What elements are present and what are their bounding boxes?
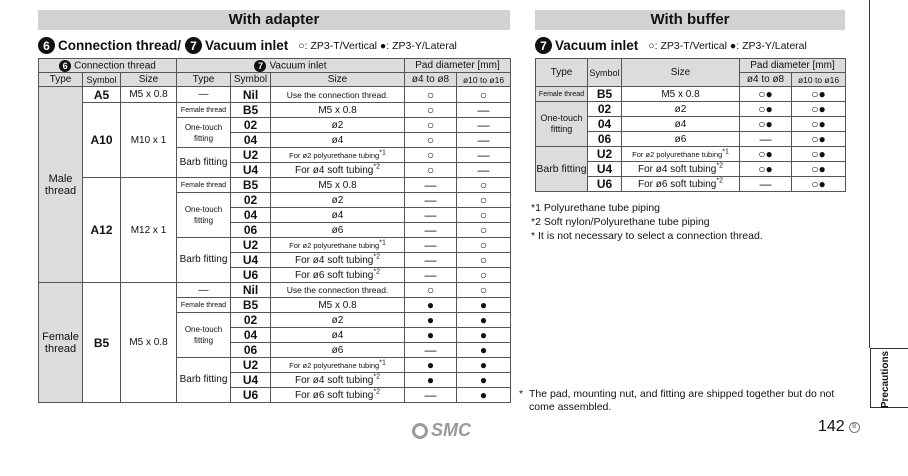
size-cell: For ø2 polyurethane tubing$^{*1}$: [271, 358, 405, 373]
footnote-text: The pad, mounting nut, and fitting are shipped together but do not come assembled.: [529, 388, 835, 413]
diameter-10-16-header: ø10 to ø16: [457, 73, 511, 87]
size-cell: ø2: [271, 118, 405, 133]
footnote-mark: *: [519, 388, 524, 400]
mark-cell: ○●: [740, 162, 792, 177]
legend-text: ○: ZP3-T/Vertical ●: ZP3-Y/Lateral: [648, 39, 807, 52]
mark-cell: —: [457, 163, 511, 178]
number-7-badge: 7: [254, 60, 266, 72]
mark-cell: ●: [457, 358, 511, 373]
type-barb-fitting: Barb fitting: [536, 147, 588, 192]
size-cell: For ø4 soft tubing$^{*2}$: [271, 373, 405, 388]
size-cell: For ø6 soft tubing$^{*2}$: [271, 388, 405, 403]
shipping-footnote: [519, 388, 851, 414]
mark-cell: —: [740, 132, 792, 147]
size-cell: ø2: [622, 102, 740, 117]
size-cell: ø4: [271, 328, 405, 343]
number-6-badge: 6: [38, 37, 55, 54]
size-cell: ø6: [622, 132, 740, 147]
type-barb-fitting: Barb fitting: [177, 358, 231, 403]
mark-cell: —: [405, 253, 457, 268]
note-3: * It is not necessary to select a connection thread.: [531, 230, 763, 242]
type-header: Type: [177, 73, 231, 87]
symbol-cell: U2: [231, 238, 271, 253]
mark-cell: —: [405, 343, 457, 358]
size-b5: M5 x 0.8: [121, 283, 177, 403]
smc-logo-icon: [412, 423, 428, 439]
adapter-table: [38, 58, 511, 403]
mark-cell: ○●: [792, 162, 846, 177]
type-barb-fitting: Barb fitting: [177, 238, 231, 283]
mark-cell: —: [457, 148, 511, 163]
mark-cell: —: [405, 193, 457, 208]
heading-connection-thread: Connection thread/: [58, 38, 182, 53]
mark-cell: ○: [457, 193, 511, 208]
pad-diameter-header: Pad diameter [mm]: [740, 59, 846, 73]
size-cell: Use the connection thread.: [271, 283, 405, 298]
mark-cell: ○: [457, 178, 511, 193]
type-dash: —: [177, 87, 231, 103]
symbol-header: Symbol: [231, 73, 271, 87]
size-cell: M5 x 0.8: [271, 178, 405, 193]
symbol-cell: B5: [588, 87, 622, 102]
number-7-badge: 7: [185, 37, 202, 54]
vacuum-inlet-label: Vacuum inlet: [269, 60, 327, 72]
size-a10: M10 x 1: [121, 103, 177, 178]
symbol-cell: Nil: [231, 87, 271, 103]
symbol-cell: Nil: [231, 283, 271, 298]
mark-cell: ●: [405, 298, 457, 313]
symbol-header: Symbol: [588, 59, 622, 87]
mark-cell: —: [405, 223, 457, 238]
heading-vacuum-inlet: Vacuum inlet: [205, 38, 289, 53]
mark-cell: ●: [405, 328, 457, 343]
precautions-tab[interactable]: [870, 348, 908, 408]
size-cell: Use the connection thread.: [271, 87, 405, 103]
mark-cell: ●: [457, 298, 511, 313]
symbol-cell: 02: [231, 193, 271, 208]
connection-thread-label: Connection thread: [74, 60, 156, 72]
note-1: *1 Polyurethane tube piping: [531, 202, 661, 214]
size-cell: M5 x 0.8: [271, 298, 405, 313]
size-cell: ø4: [622, 117, 740, 132]
symbol-cell: 04: [231, 208, 271, 223]
type-female-thread: Female thread: [536, 87, 588, 102]
mark-cell: ○●: [740, 117, 792, 132]
symbol-cell: B5: [231, 178, 271, 193]
size-cell: ø2: [271, 193, 405, 208]
smc-logo-text: SMC: [431, 420, 471, 440]
mark-cell: ○●: [792, 177, 846, 192]
mark-cell: ○: [457, 253, 511, 268]
note-2: *2 Soft nylon/Polyurethane tube piping: [531, 216, 710, 228]
size-a12: M12 x 1: [121, 178, 177, 283]
size-cell: For ø4 soft tubing$^{*2}$: [622, 162, 740, 177]
mark-cell: ○: [405, 103, 457, 118]
mark-cell: ○: [405, 118, 457, 133]
size-cell: ø6: [271, 223, 405, 238]
symbol-cell: U6: [231, 268, 271, 283]
symbol-cell: 04: [231, 133, 271, 148]
buffer-table: [535, 58, 846, 192]
symbol-cell: U4: [588, 162, 622, 177]
symbol-cell: B5: [231, 298, 271, 313]
size-cell: ø4: [271, 208, 405, 223]
size-cell: ø2: [271, 313, 405, 328]
size-header: Size: [121, 73, 177, 87]
mark-cell: ○●: [792, 147, 846, 162]
symbol-cell: U4: [231, 163, 271, 178]
mark-cell: ●: [457, 313, 511, 328]
type-one-touch-fitting: One-touch fitting: [177, 193, 231, 238]
symbol-a5: A5: [83, 87, 121, 103]
size-cell: For ø2 polyurethane tubing$^{*1}$: [271, 148, 405, 163]
symbol-header: Symbol: [83, 73, 121, 87]
size-cell: ø4: [271, 133, 405, 148]
symbol-cell: B5: [231, 103, 271, 118]
size-cell: For ø6 soft tubing$^{*2}$: [271, 268, 405, 283]
symbol-cell: 02: [588, 102, 622, 117]
diameter-10-16-header: ø10 to ø16: [792, 73, 846, 87]
side-divider: [869, 0, 870, 348]
symbol-cell: 04: [588, 117, 622, 132]
size-header: Size: [622, 59, 740, 87]
mark-cell: ○●: [740, 87, 792, 102]
symbol-cell: 02: [231, 118, 271, 133]
mark-cell: —: [457, 103, 511, 118]
mark-cell: ○: [405, 87, 457, 103]
symbol-cell: U2: [231, 358, 271, 373]
diameter-4-8-header: ø4 to ø8: [740, 73, 792, 87]
type-female-thread: Female thread: [177, 298, 231, 313]
type-female-thread: Female thread: [177, 103, 231, 118]
mark-cell: ○●: [792, 117, 846, 132]
legend-text: ○: ZP3-T/Vertical ●: ZP3-Y/Lateral: [298, 39, 457, 52]
mark-cell: —: [457, 118, 511, 133]
connection-thread-header: [39, 59, 177, 73]
mark-cell: ●: [457, 343, 511, 358]
mark-cell: ○: [405, 283, 457, 298]
symbol-cell: 06: [231, 223, 271, 238]
mark-cell: —: [405, 178, 457, 193]
page-number: [818, 418, 860, 436]
heading-vacuum-inlet: Vacuum inlet: [555, 38, 639, 53]
mark-cell: ○: [457, 208, 511, 223]
symbol-cell: U2: [588, 147, 622, 162]
symbol-cell: 06: [231, 343, 271, 358]
mark-cell: ●: [457, 328, 511, 343]
type-dash: —: [177, 283, 231, 298]
size-cell: ø6: [271, 343, 405, 358]
mark-cell: ○●: [740, 147, 792, 162]
size-cell: For ø4 soft tubing$^{*2}$: [271, 163, 405, 178]
buffer-heading: [535, 37, 807, 54]
mark-cell: ●: [405, 313, 457, 328]
mark-cell: ○: [405, 163, 457, 178]
mark-cell: ○: [457, 283, 511, 298]
size-a5: M5 x 0.8: [121, 87, 177, 103]
size-cell: For ø2 polyurethane tubing$^{*1}$: [622, 147, 740, 162]
type-one-touch-fitting: One-touch fitting: [177, 313, 231, 358]
size-header: Size: [271, 73, 405, 87]
mark-cell: ○: [457, 223, 511, 238]
symbol-cell: U4: [231, 373, 271, 388]
symbol-cell: U6: [588, 177, 622, 192]
size-cell: For ø2 polyurethane tubing$^{*1}$: [271, 238, 405, 253]
mark-cell: —: [457, 133, 511, 148]
size-cell: For ø4 soft tubing$^{*2}$: [271, 253, 405, 268]
mark-cell: ●: [457, 388, 511, 403]
mark-cell: ○: [457, 87, 511, 103]
symbol-a12: A12: [83, 178, 121, 283]
symbol-a10: A10: [83, 103, 121, 178]
symbol-cell: 06: [588, 132, 622, 147]
type-header: Type: [536, 59, 588, 87]
mark-cell: —: [405, 388, 457, 403]
mark-cell: —: [405, 208, 457, 223]
mark-cell: ●: [405, 358, 457, 373]
size-cell: M5 x 0.8: [271, 103, 405, 118]
symbol-cell: U2: [231, 148, 271, 163]
mark-cell: —: [405, 238, 457, 253]
adapter-heading: [38, 37, 457, 54]
female-thread-type: Female thread: [39, 283, 83, 403]
pad-diameter-header: Pad diameter [mm]: [405, 59, 511, 73]
mark-cell: ○: [405, 148, 457, 163]
type-one-touch-fitting: One-touch fitting: [177, 118, 231, 148]
smc-logo: [412, 420, 471, 441]
mark-cell: ○●: [792, 102, 846, 117]
with-adapter-banner: With adapter: [38, 10, 510, 30]
symbol-cell: U4: [231, 253, 271, 268]
mark-cell: —: [405, 268, 457, 283]
type-header: Type: [39, 73, 83, 87]
type-barb-fitting: Barb fitting: [177, 148, 231, 178]
mark-cell: ○: [405, 133, 457, 148]
mark-cell: ○●: [792, 132, 846, 147]
page-number-text: 142: [818, 418, 845, 435]
mark-cell: ○: [457, 268, 511, 283]
mark-cell: ○●: [740, 102, 792, 117]
male-thread-type: Male thread: [39, 87, 83, 283]
symbol-cell: U6: [231, 388, 271, 403]
mark-cell: —: [740, 177, 792, 192]
type-one-touch-fitting: One-touch fitting: [536, 102, 588, 147]
symbol-cell: 02: [231, 313, 271, 328]
type-female-thread: Female thread: [177, 178, 231, 193]
symbol-b5: B5: [83, 283, 121, 403]
mark-cell: ●: [405, 373, 457, 388]
vacuum-inlet-header: [177, 59, 405, 73]
mark-cell: ○●: [792, 87, 846, 102]
size-cell: For ø6 soft tubing$^{*2}$: [622, 177, 740, 192]
size-cell: M5 x 0.8: [622, 87, 740, 102]
precautions-tab-label: Precautions: [880, 350, 892, 408]
mark-cell: ●: [457, 373, 511, 388]
page-mark-icon: B: [849, 422, 860, 433]
symbol-cell: 04: [231, 328, 271, 343]
with-buffer-banner: With buffer: [535, 10, 845, 30]
diameter-4-8-header: ø4 to ø8: [405, 73, 457, 87]
mark-cell: ○: [457, 238, 511, 253]
number-7-badge: 7: [535, 37, 552, 54]
number-6-badge: 6: [59, 60, 71, 72]
